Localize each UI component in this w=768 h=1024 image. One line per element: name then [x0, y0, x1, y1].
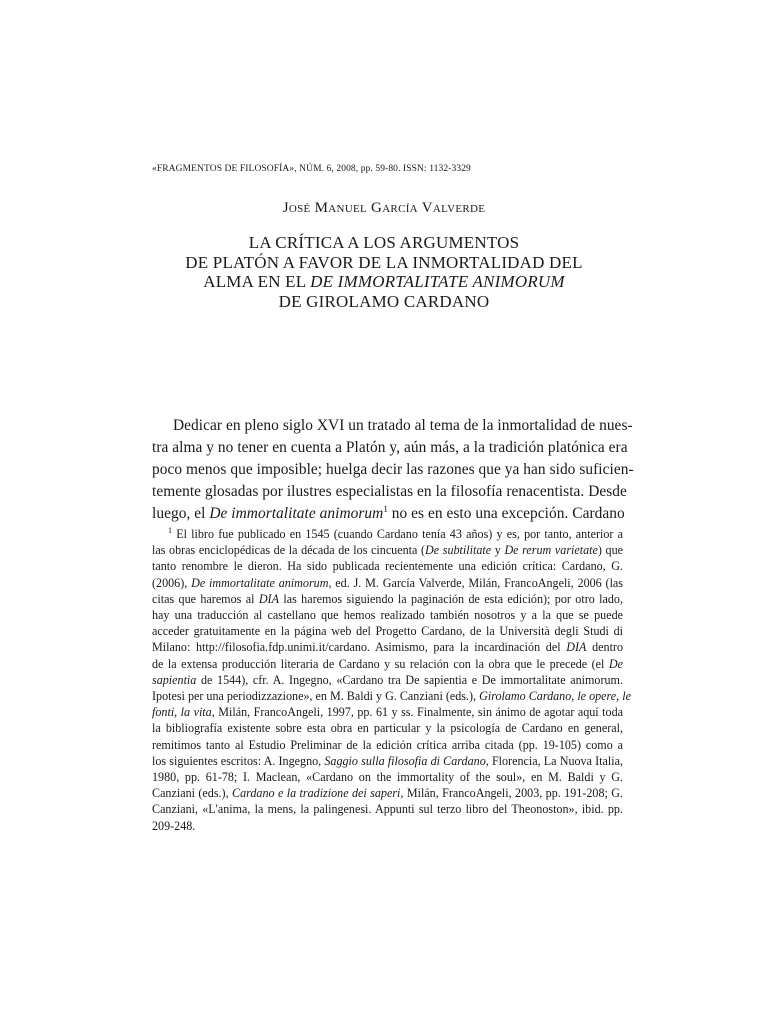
footnote-italic: Girolamo Cardano, le opere, le: [479, 689, 631, 704]
footnote-text: El libro fue publicado en 1545 (cuando Cardano tenía 43 años) y es, por tanto, anterior a: [172, 527, 623, 541]
footnote-italic: DIA: [258, 591, 279, 606]
footnote-text: ) que: [597, 543, 624, 558]
footnote-text: las obras enciclopédicas de la década de los cincuenta (: [152, 543, 426, 558]
footnote-line: remitimos tanto al Estudio Preliminar de la edición crítica arriba citada (pp. 19-105) como a: [152, 737, 623, 752]
journal-citation: «FRAGMENTOS DE FILOSOFÍA», NÚM. 6, 2008, pp. 59-80. ISSN: 1132-3329: [152, 164, 471, 174]
title-line-3-text: ALMA EN EL: [203, 272, 311, 291]
footnote-text: , Milán, FrancoAngeli, 1997, pp. 61 y ss. Finalmente, sin ánimo de agotar aquí toda: [211, 705, 623, 720]
body-text-segment: no es en esto una excepción. Cardano: [387, 505, 625, 522]
footnote-text: de 1544), cfr. A. Ingegno, «Cardano tra De sapientia e De immortalitate animorum.: [196, 672, 623, 687]
title-work-name: DE IMMORTALITATE ANIMORUM: [310, 272, 565, 291]
footnote-text: , ed. J. M. García Valverde, Milán, FrancoAngeli, 2006 (las: [328, 575, 623, 590]
footnote-text: Milano: http://filosofia.fdp.unimi.it/cardano. Asimismo, para la incardinación del: [152, 640, 567, 655]
footnote-text: , Florencia, La Nuova Italia,: [485, 753, 623, 768]
body-line: Dedicar en pleno siglo XVI un tratado al tema de la inmortalidad de nues-: [173, 417, 633, 434]
footnote-text: de la extensa producción literaria de Cardano y su relación con la obra que le precede (el: [152, 656, 609, 671]
footnote-text: los siguientes escritos: A. Ingegno,: [152, 753, 325, 768]
body-line: [152, 503, 623, 525]
footnote-line: hay una traducción al castellano que hemos realizado también nosotros y a la que se puede: [152, 608, 623, 623]
footnote-line: [152, 639, 623, 655]
footnote-text: (2006),: [152, 575, 192, 590]
footnote-italic: De immortalitate animorum: [191, 575, 329, 590]
body-line: temente glosadas por ilustres especialistas en la filosofía renacentista. Desde: [152, 483, 627, 500]
footnote-italic: Cardano e la tradizione dei saperi: [232, 786, 401, 801]
footnote-text: y: [491, 543, 505, 558]
footnote-line: acceder gratuitamente en la página web del Progetto Cardano, de la Università degli Studi di: [152, 624, 623, 639]
footnote-line: [152, 542, 623, 558]
body-text-segment: luego, el: [152, 505, 210, 522]
footnote-line: [152, 753, 623, 769]
footnote-marker: 1: [168, 526, 172, 535]
footnote-text: citas que haremos al: [152, 591, 259, 606]
author-name: José Manuel García Valverde: [282, 200, 486, 216]
footnote-italic: fonti, la vita: [152, 705, 212, 720]
title-line-1: LA CRÍTICA A LOS ARGUMENTOS: [248, 233, 520, 252]
footnote-line: tanto renombre le dieron. Ha sido publicada recientemente una edición crítica: Cardano, G.: [152, 559, 623, 574]
footnote-line: 1980, pp. 61-78; I. Maclean, «Cardano on the immortality of the soul», en M. Baldi y G.: [152, 770, 623, 785]
footnote-line: [152, 591, 623, 607]
footnote-line: Canziani, «L'anima, la mens, la palingenesi. Appunti sul terzo libro del Theonoston», ibid. pp.: [152, 802, 623, 817]
footnote-text: las haremos siguiendo la paginación de esta edición); por otro lado,: [278, 591, 623, 606]
footnote-italic: DIA: [566, 640, 587, 655]
footnote-italic: De subtilitate: [425, 543, 492, 558]
title-line-2: DE PLATÓN A FAVOR DE LA INMORTALIDAD DEL: [185, 252, 583, 272]
footnote-line: [152, 785, 623, 801]
footnote-italic: De: [608, 656, 623, 671]
title-line-4: DE GIROLAMO CARDANO: [278, 291, 490, 311]
body-paragraph: [152, 415, 634, 525]
body-line: poco menos que imposible; huelga decir las razones que ya han sido suficien-: [152, 461, 634, 478]
footnote-text: Canziani (eds.),: [152, 786, 233, 801]
footnote-italic: Saggio sulla filosofia di Cardano: [324, 753, 486, 768]
footnote-text: dentro: [586, 640, 623, 655]
footnote-1: [152, 526, 631, 834]
footnote-line: [152, 575, 623, 591]
footnote-text: Ipotesi per una periodizzazione», en M. Baldi y G. Canziani (eds.),: [152, 689, 480, 704]
footnote-reference: 1: [383, 504, 388, 514]
footnote-line: la bibliografía existente sobre esta obra en particular y la psicología de Cardano en general,: [152, 721, 623, 736]
footnote-italic: De rerum varietate: [504, 543, 598, 558]
footnote-italic: sapientia: [152, 672, 197, 687]
title-line-3: [140, 272, 628, 292]
footnote-text: , Milán, FrancoAngeli, 2003, pp. 191-208; G.: [400, 786, 623, 801]
body-work-name: De immortalitate animorum: [209, 505, 384, 522]
article-title: [140, 233, 628, 311]
footnote-line: [152, 526, 623, 542]
footnote-line: [152, 688, 631, 704]
footnote-line: [152, 704, 623, 720]
footnote-line: [152, 656, 623, 672]
footnote-line: [152, 672, 623, 688]
body-line: tra alma y no tener en cuenta a Platón y, aún más, a la tradición platónica era: [152, 439, 628, 456]
footnote-line: 209-248.: [152, 818, 196, 833]
